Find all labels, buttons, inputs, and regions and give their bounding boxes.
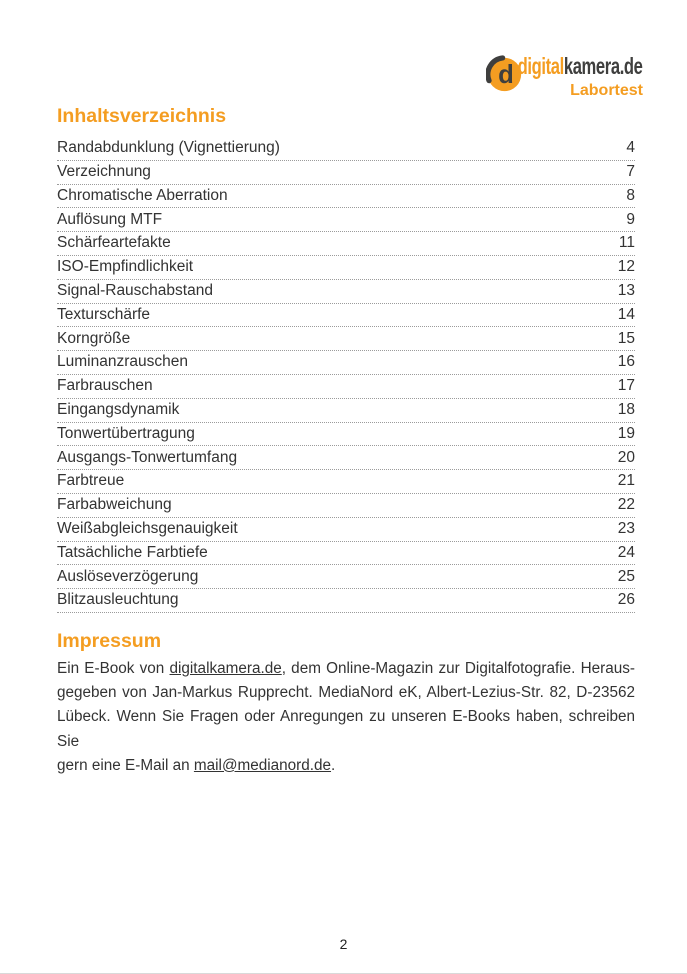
toc-entry[interactable]	[57, 589, 635, 613]
svg-text:d: d	[498, 61, 514, 90]
toc-entry-label: Luminanzrauschen	[57, 353, 188, 371]
toc-entry-page-number: 11	[618, 234, 635, 252]
toc-entry-label: Auflösung MTF	[57, 210, 163, 228]
impressum-text-segment: Ein E-Book von	[57, 660, 170, 677]
toc-entry-label: Ausgangs-Tonwertumfang	[57, 448, 238, 466]
impressum-text-segment: gegeben von Jan-Markus Rupprecht. MediaNord eK, Albert-Lezius-Str. 82, D-23562	[57, 684, 635, 702]
toc-entry[interactable]	[57, 518, 635, 542]
brand-logo	[486, 53, 643, 99]
toc-entry-page-number: 23	[617, 520, 635, 538]
impressum-text-segment: , dem Online-Magazin zur Digitalfotografie. Heraus-	[281, 660, 635, 677]
toc-entry[interactable]	[57, 494, 635, 518]
toc-entry-label: Verzeichnung	[57, 163, 151, 181]
toc-entry-label: Farbabweichung	[57, 496, 172, 514]
impressum-line	[57, 657, 635, 681]
toc-entry[interactable]	[57, 304, 635, 328]
brand-tagline: Labortest	[570, 82, 643, 99]
toc-entry-page-number: 25	[617, 567, 635, 585]
toc-entry-page-number: 18	[617, 401, 635, 419]
toc-entry-page-number: 13	[617, 282, 635, 300]
toc-entry-label: Chromatische Aberration	[57, 186, 228, 204]
toc-entry[interactable]	[57, 351, 635, 375]
toc-entry-page-number: 19	[617, 424, 635, 442]
toc-entry-label: Farbrauschen	[57, 377, 153, 395]
toc-entry-label: Eingangsdynamik	[57, 401, 180, 419]
toc-entry-label: Auslöseverzögerung	[57, 567, 199, 585]
toc-entry-page-number: 7	[626, 163, 635, 181]
toc-entry-label: ISO-Empfindlichkeit	[57, 258, 194, 276]
toc-entry[interactable]	[57, 185, 635, 209]
toc-entry-page-number: 8	[626, 186, 635, 204]
toc-entry[interactable]	[57, 208, 635, 232]
toc-entry-page-number: 4	[626, 139, 635, 157]
toc-entry[interactable]	[57, 565, 635, 589]
toc-entry-label: Farbtreue	[57, 472, 125, 490]
impressum-line	[57, 754, 635, 778]
brand-wordmark-part1: digital	[518, 53, 565, 79]
toc-entry-page-number: 21	[617, 472, 635, 490]
toc-entry-page-number: 26	[617, 591, 635, 609]
impressum-line	[57, 705, 635, 753]
impressum-text-segment: gern eine E-Mail an	[57, 756, 194, 774]
impressum-heading: Impressum	[57, 630, 162, 652]
toc-entry-label: Weißabgleichsgenauigkeit	[57, 520, 238, 538]
toc-entry[interactable]	[57, 327, 635, 351]
impressum-paragraph	[57, 657, 635, 778]
toc-list	[57, 137, 635, 613]
toc-entry-label: Randabdunklung (Vignettierung)	[57, 139, 280, 157]
toc-entry[interactable]	[57, 375, 635, 399]
toc-entry[interactable]	[57, 399, 635, 423]
toc-entry-page-number: 16	[617, 353, 635, 371]
impressum-link[interactable]: mail@medianord.de	[193, 756, 332, 774]
toc-entry-page-number: 14	[617, 305, 635, 323]
toc-entry[interactable]	[57, 280, 635, 304]
toc-entry-label: Signal-Rauschabstand	[57, 282, 213, 300]
toc-entry[interactable]	[57, 446, 635, 470]
toc-entry-page-number: 20	[617, 448, 635, 466]
page-number: 2	[339, 936, 348, 952]
toc-entry[interactable]	[57, 470, 635, 494]
toc-heading: Inhaltsverzeichnis	[57, 105, 227, 127]
impressum-link[interactable]: digitalkamera.de	[169, 660, 282, 677]
toc-entry[interactable]	[57, 542, 635, 566]
toc-entry[interactable]	[57, 232, 635, 256]
toc-entry[interactable]	[57, 161, 635, 185]
toc-entry-page-number: 9	[626, 210, 635, 228]
toc-entry-page-number: 15	[617, 329, 635, 347]
toc-entry-label: Blitzausleuchtung	[57, 591, 179, 609]
toc-entry-page-number: 22	[617, 496, 635, 514]
brand-wordmark-part2: kamera.de	[564, 53, 643, 79]
toc-entry-label: Schärfeartefakte	[57, 234, 171, 252]
toc-entry[interactable]	[57, 137, 635, 161]
toc-entry-label: Tonwertübertragung	[57, 424, 195, 442]
toc-entry-label: Texturschärfe	[57, 305, 151, 323]
toc-entry[interactable]	[57, 423, 635, 447]
brand-logo-text	[469, 55, 643, 99]
brand-wordmark	[518, 55, 643, 78]
impressum-line	[57, 681, 635, 705]
toc-entry-page-number: 17	[617, 377, 635, 395]
impressum-text-segment: Lübeck. Wenn Sie Fragen oder Anregungen zu unseren E-Books haben, schreiben Sie	[57, 708, 635, 750]
toc-entry-label: Tatsächliche Farbtiefe	[57, 543, 208, 561]
toc-entry-label: Korngröße	[57, 329, 131, 347]
toc-entry[interactable]	[57, 256, 635, 280]
toc-entry-page-number: 24	[617, 543, 635, 561]
impressum-text-segment: .	[331, 756, 336, 774]
toc-entry-page-number: 12	[617, 258, 635, 276]
